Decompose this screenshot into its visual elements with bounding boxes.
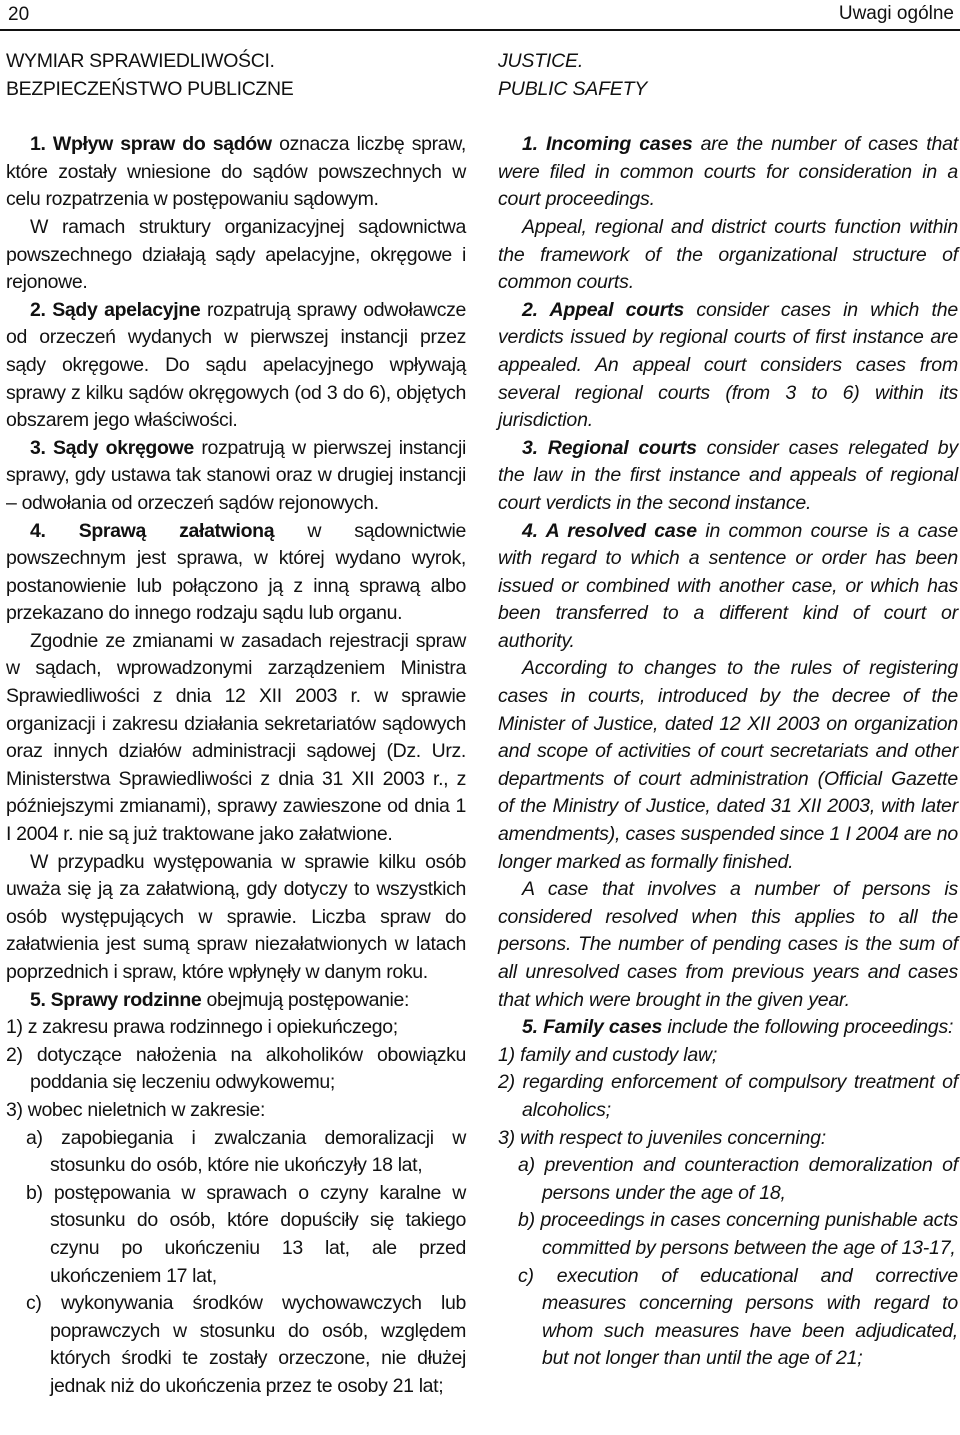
definition-appeal-courts: rozpatrują sprawy odwoławcze od orzeczeń wydanych w pierwszej instancji przez sądy okręgowe. Do sądu apelacyjnego wpływają sprawy z kilku sądów okręgowych (od 3 do 6), objętych obszarem jego właściwości. bbox=[6, 298, 466, 432]
paragraph-family-cases bbox=[6, 987, 466, 1015]
term-resolved-case: 4. Sprawą załatwioną bbox=[30, 519, 275, 542]
definition-regional-courts: consider cases relegated by the law in the first instance and appeals of regional court verdicts in the second instance. bbox=[498, 436, 958, 514]
paragraph-registration-rules: According to changes to the rules of registering cases in courts, introduced by the decree of the Minister of Justice, dated 12 XII 2003 on organization and scope of activities of court secretariats and other departments of court administration (Official Gazette of the Ministry of Justice, dated 31 XII 2003, with later amendments), cases suspended since 1 I 2004 are no longer marked as formally finished. bbox=[498, 657, 958, 873]
definition-family-cases: obejmują postępowanie: bbox=[201, 988, 410, 1011]
running-head: Uwagi ogólne bbox=[838, 3, 954, 24]
term-regional-courts: 3. Regional courts bbox=[522, 436, 697, 459]
definition-resolved-case: in common course is a case with regard to which a sentence or order has been issued or combined with another case, or which has been transferred to a different kind of court or authority. bbox=[498, 519, 958, 652]
definition-resolved-case: w sądownictwie powszechnym jest sprawa, w której wydano wyrok, postanowienie lub połączono ją z inną sprawą albo przekazano do innego rodzaju sądu lub organu. bbox=[6, 519, 466, 625]
paragraph-registration-rules: Zgodnie ze zmianami w zasadach rejestracji spraw w sądach, wprowadzonymi zarządzeniem Ministra Sprawiedliwości z dnia 12 XII 2003 r. w sprawie organizacji i zakresu działania sekretariatów sądowych oraz innych działów administracji sądowej (Dz. Urz. Ministerstwa Sprawiedliwości z dnia 31 XII 2003 r., z późniejszymi zmianami), sprawy zawieszone od dnia 1 I 2004 r. nie są już traktowane jako załatwione. bbox=[6, 629, 466, 846]
term-appeal-courts: 2. Appeal courts bbox=[522, 298, 685, 321]
section-heading-polish bbox=[6, 48, 466, 103]
paragraph-incoming-cases bbox=[6, 131, 466, 214]
term-family-cases: 5. Sprawy rodzinne bbox=[30, 988, 202, 1011]
list-item: 2) dotyczące nałożenia na alkoholików obowiązku poddania się leczeniu odwykowemu; bbox=[6, 1043, 466, 1094]
paragraph-regional-courts bbox=[498, 435, 958, 518]
paragraph-court-structure: Appeal, regional and district courts function within the framework of the organizational structure of common courts. bbox=[498, 215, 958, 294]
heading-line-1: JUSTICE. bbox=[498, 50, 584, 72]
paragraph-appeal-courts bbox=[6, 297, 466, 435]
sub-list-item: c) execution of educational and corrective measures concerning persons with regard to whom such measures have been adjudicated, but not longer than until the age of 21; bbox=[518, 1264, 958, 1370]
english-column bbox=[498, 48, 958, 1373]
sub-list-item: a) zapobiegania i zwalczania demoralizacji w stosunku do osób, które nie ukończyły 18 lat, bbox=[26, 1126, 466, 1177]
term-incoming-cases: 1. Incoming cases bbox=[522, 133, 693, 156]
list-item: 3) with respect to juveniles concerning: bbox=[498, 1126, 827, 1149]
sub-list-item: b) postępowania w sprawach o czyny karalne w stosunku do osób, które dopuściły się takiego czynu po ukończeniu 13 lat, ale przed ukończeniem 17 lat, bbox=[26, 1181, 466, 1287]
sub-list-item: b) proceedings in cases concerning punishable acts committed by persons between the age of 13-17, bbox=[518, 1209, 958, 1259]
paragraph-resolved-case bbox=[498, 518, 958, 656]
section-heading-english bbox=[498, 48, 958, 103]
list-item: 3) wobec nieletnich w zakresie: bbox=[6, 1098, 266, 1121]
definition-appeal-courts: consider cases in which the verdicts issued by regional courts of first instance are appealed. An appeal court considers cases from several regional courts (from 3 to 6) within its jurisdiction. bbox=[498, 298, 958, 432]
paragraph-regional-courts bbox=[6, 435, 466, 518]
polish-column bbox=[6, 48, 466, 1401]
sub-list-item: c) wykonywania środków wychowawczych lub poprawczych w stosunku do osób, względem których środki te zostały orzeczone, nie dłużej jednak niż do ukończenia przez te osoby 21 lat; bbox=[26, 1292, 466, 1397]
term-appeal-courts: 2. Sądy apelacyjne bbox=[30, 298, 201, 321]
list-item: 2) regarding enforcement of compulsory treatment of alcoholics; bbox=[498, 1071, 958, 1121]
term-resolved-case: 4. A resolved case bbox=[522, 519, 697, 542]
sub-list-item: a) prevention and counteraction demoralization of persons under the age of 18, bbox=[518, 1154, 958, 1204]
heading-line-2: BEZPIECZEŃSTWO PUBLICZNE bbox=[6, 77, 294, 100]
term-incoming-cases: 1. Wpływ spraw do sądów bbox=[30, 133, 272, 156]
list-item: 1) family and custody law; bbox=[498, 1043, 718, 1066]
paragraph-family-cases bbox=[498, 1014, 958, 1042]
page-number: 20 bbox=[8, 4, 30, 25]
definition-regional-courts: rozpatrują w pierwszej instancji sprawy, gdy ustawa tak stanowi oraz w drugiej instancji – odwołania od orzeczeń sądów rejonowych. bbox=[6, 436, 466, 514]
heading-line-2: PUBLIC SAFETY bbox=[498, 77, 648, 100]
definition-incoming-cases: oznacza liczbę spraw, które zostały wniesione do sądów powszechnych w celu rozpatrzenia w postępowaniu sądowym. bbox=[6, 133, 466, 211]
paragraph-resolved-case bbox=[6, 518, 466, 628]
heading-line-1: WYMIAR SPRAWIEDLIWOŚCI. bbox=[6, 50, 275, 72]
paragraph-incoming-cases bbox=[498, 131, 958, 214]
term-family-cases: 5. Family cases bbox=[522, 1016, 663, 1039]
paragraph-multiple-persons: A case that involves a number of persons is considered resolved when this applies to all the persons. The number of pending cases is the sum of all unresolved cases from previous years and cases that which were brought in the given year. bbox=[498, 878, 958, 1011]
list-item: 1) z zakresu prawa rodzinnego i opiekuńczego; bbox=[6, 1016, 398, 1039]
paragraph-multiple-persons: W przypadku występowania w sprawie kilku osób uważa się ją za załatwioną, gdy dotyczy to wszystkich osób występujących w sprawie. Liczba spraw do załatwienia jest sumą spraw niezałatwionych w latach poprzednich i spraw, które wpłynęły w danym roku. bbox=[6, 850, 466, 983]
paragraph-court-structure: W ramach struktury organizacyjnej sądownictwa powszechnego działają sądy apelacyjne, okręgowe i rejonowe. bbox=[6, 215, 466, 294]
paragraph-appeal-courts bbox=[498, 297, 958, 435]
term-regional-courts: 3. Sądy okręgowe bbox=[30, 436, 194, 459]
header-rule bbox=[0, 29, 960, 31]
definition-incoming-cases: are the number of cases that were filed in common courts for consideration in a court proceedings. bbox=[498, 133, 958, 211]
definition-family-cases: include the following proceedings: bbox=[662, 1016, 954, 1039]
